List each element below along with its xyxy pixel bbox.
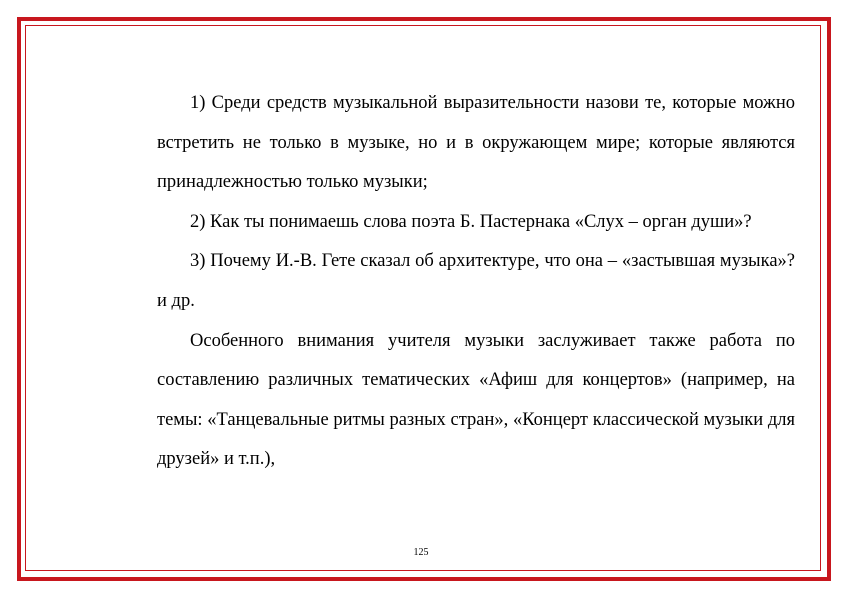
page-number: 125 — [413, 547, 429, 558]
body-text — [157, 84, 795, 480]
paragraph-question-3: 3) Почему И.-В. Гете сказал об архитектуре, что она – «застывшая музыка»? и др. — [157, 251, 795, 311]
paragraph-posters: Особенного внимания учителя музыки заслуживает также работа по составлению различных тематических «Афиш для концертов» (например, на темы: «Танцевальные ритмы разных стран», «Концерт классической музыки для друзей» и т.п.), — [157, 330, 795, 470]
paragraph-question-1: 1) Среди средств музыкальной выразительности назови те, которые можно встретить не только в музыке, но и в окружающем мире; которые являются принадлежностью только музыки; — [157, 93, 795, 193]
paragraph-question-2: 2) Как ты понимаешь слова поэта Б. Пастернака «Слух – орган души»? — [190, 211, 752, 232]
